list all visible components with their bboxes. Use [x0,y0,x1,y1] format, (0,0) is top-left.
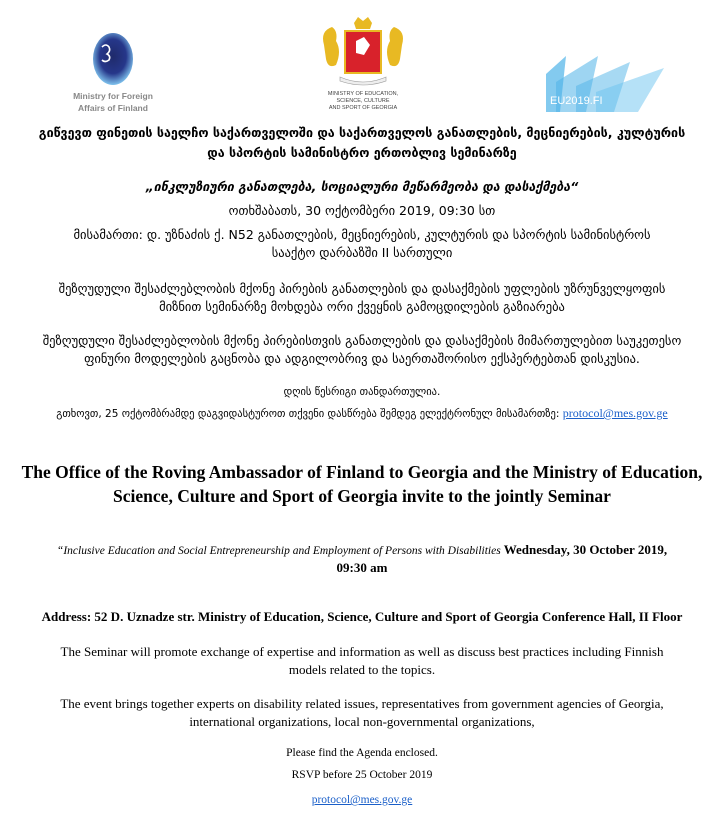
georgian-date: ოთხშაბათს, 30 ოქტომბერი 2019, 09:30 სთ [228,203,496,218]
seminar-date: Wednesday, 30 October 2019, [500,542,668,557]
english-paragraph: The Seminar will promote exchange of expertise and information as well as discuss best practices including Finnish [60,644,664,659]
english-paragraph: models related to the topics. [288,662,436,677]
logo-text: Ministry for Foreign [73,91,153,101]
english-address: Address: 52 D. Uznadze str. Ministry of Education, Science, Culture and Sport of Georgia Conference Hall, II Floor [41,609,683,624]
english-paragraph: international organizations, local non-governmental organizations, [189,714,535,729]
logo-text: AND SPORT OF GEORGIA [328,105,398,111]
seminar-title: “Inclusive Education and Social Entrepreneurship and Employment of Persons with Disabilities [56,545,501,557]
email-link[interactable]: protocol@mes.gov.ge [311,794,413,806]
english-heading: Science, Culture and Sport of Georgia invite to the jointly Seminar [113,486,611,506]
georgia-ministry-logo [300,12,426,114]
english-paragraph: The event brings together experts on disability related issues, representatives from government agencies of Georgia, [60,696,664,711]
seminar-time: 09:30 am [336,560,388,575]
english-subtitle [0,542,724,558]
logo-text: Affairs of Finland [78,103,148,113]
georgian-title-line: და სპორტის სამინისტრო ერთობლივ სემინარზე [207,145,517,160]
georgia-coat-of-arms-icon [318,15,408,87]
georgian-address: მისამართი: დ. უზნაძის ქ. N52 განათლების, მეცნიერების, კულტურის და სპორტის სამინისტროს [73,227,651,242]
georgian-subtitle: „ინკლუზიური განათლება, სოციალური მეწარმეობა და დასაქმება“ [145,179,579,194]
georgian-title-line: გიწვევთ ფინეთის საელჩო საქართველოში და საქართველოს განათლების, მეცნიერების, კულტურის [38,125,686,140]
georgian-paragraph: შეზღუდული შესაძლებლობის მქონე პირების განათლების და დასაქმების უფლების უზრუნველყოფის [58,281,666,296]
email-link[interactable]: protocol@mes.gov.ge [562,406,668,420]
georgian-agenda: დღის წესრიგი თანდართულია. [283,386,441,398]
georgian-address: სააქტო დარბაზში II სართული [271,245,453,260]
eu2019-logo [546,52,668,112]
georgian-paragraph: ფინური მოდელების გაცნობა და ადგილობრივ და საერთაშორისო ექსპერტებთან დისკუსია. [84,351,640,366]
georgian-rsvp [0,406,724,421]
english-agenda: Please find the Agenda enclosed. [286,747,438,759]
english-rsvp: RSVP before 25 October 2019 [291,769,433,781]
logo-text: SCIENCE, CULTURE [336,98,390,104]
logo-text: EU2019.FI [550,95,603,107]
english-heading: The Office of the Roving Ambassador of Finland to Georgia and the Ministry of Education, [21,462,703,482]
georgian-paragraph: მიზნით სემინარზე მოხდება ორი ქვეყნის გამოცდილების გაზიარება [159,299,565,314]
logo-text: MINISTRY OF EDUCATION, [327,91,399,97]
finland-ministry-logo [40,30,186,113]
rsvp-text: გთხოვთ, 25 ოქტომბრამდე დაგვიდასტუროთ თქვენი დასწრება შემდეგ ელექტრონულ მისამართზე: [56,408,560,420]
finland-emblem-icon [84,33,142,85]
georgian-paragraph: შეზღუდული შესაძლებლობის მქონე პირებისთვის განათლების და დასაქმების მიმართულებით საუკეთესო [42,333,682,348]
